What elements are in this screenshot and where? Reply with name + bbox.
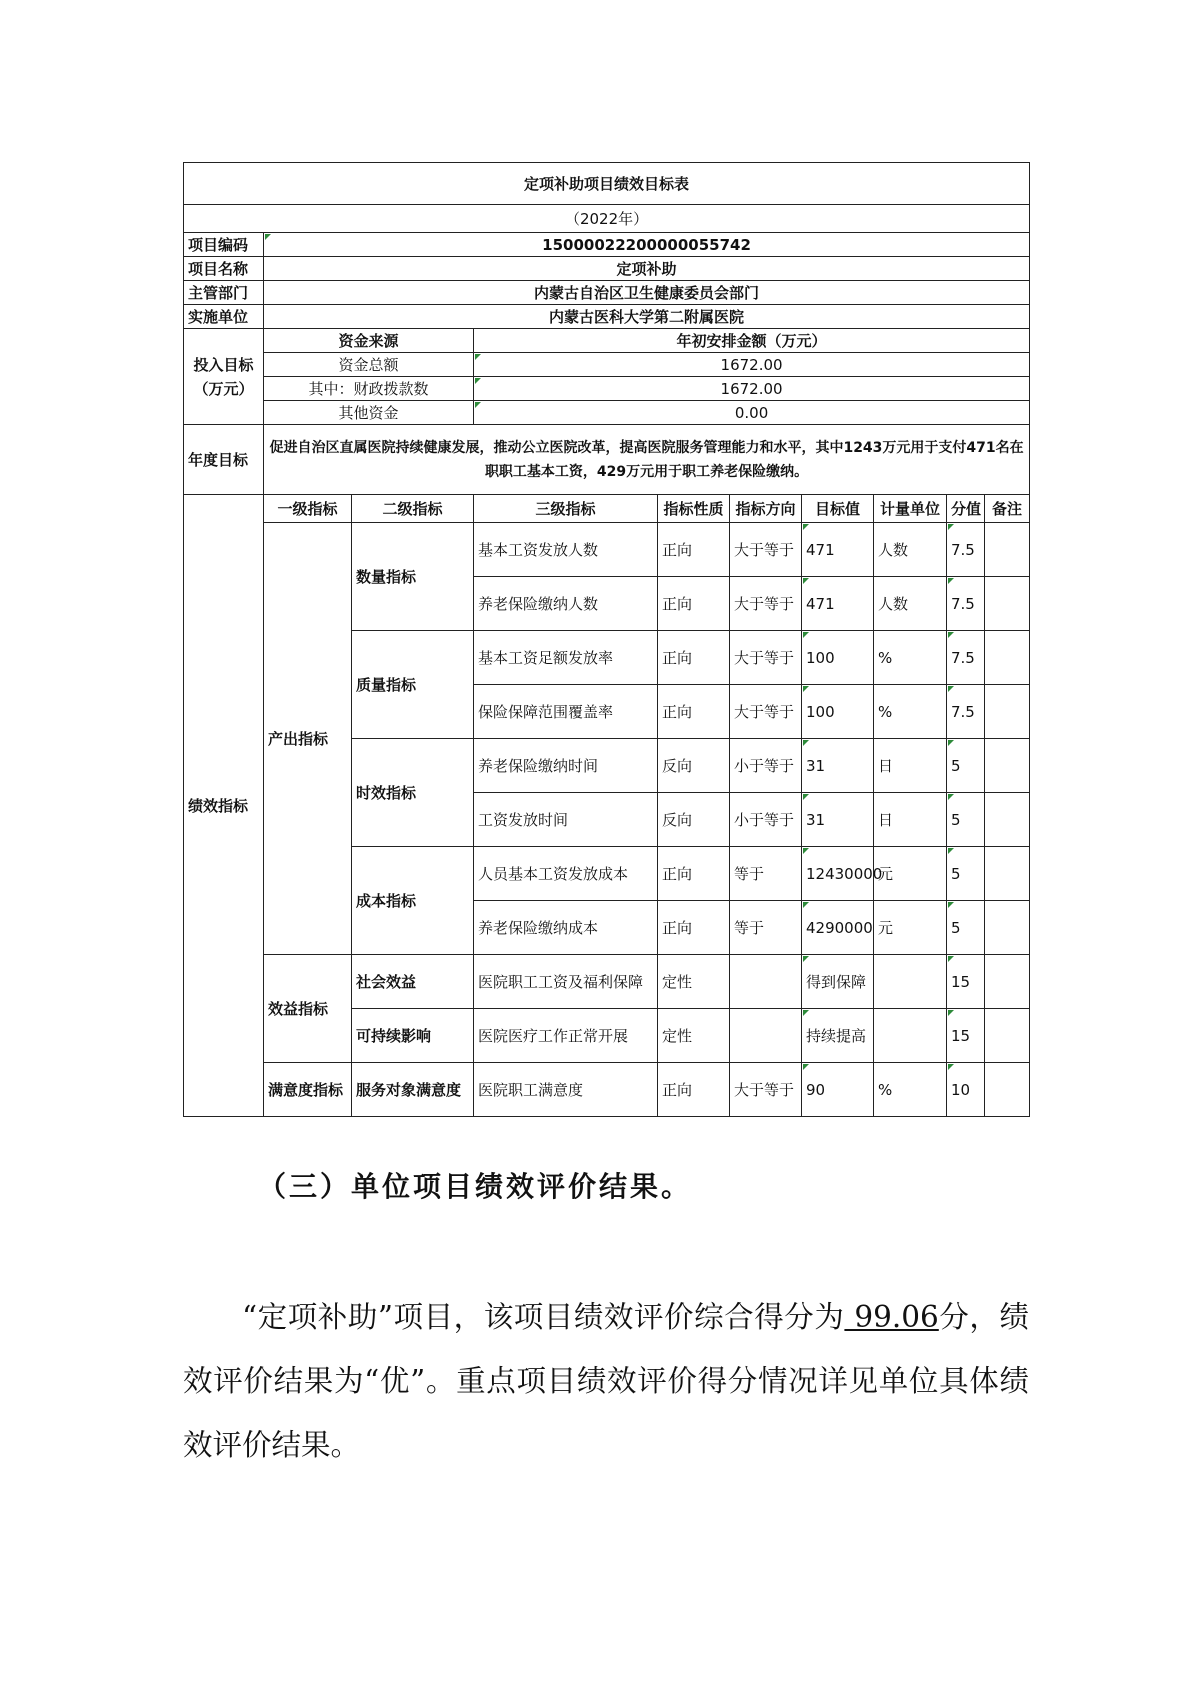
score-cell: 5 [947,901,985,955]
unit-cell: 人数 [874,577,947,631]
nature-cell: 反向 [658,793,730,847]
fund-source-header: 资金来源 [264,329,474,353]
target-cell: 90 [802,1063,874,1117]
table-row [184,1063,1030,1117]
score-cell: 15 [947,1009,985,1063]
score-cell: 7.5 [947,631,985,685]
header-unit: 计量单位 [874,495,947,523]
direction-cell [730,955,802,1009]
para-part1: “定项补助”项目，该项目绩效评价综合得分为 [242,1299,845,1334]
target-cell: 持续提高 [802,1009,874,1063]
header-score: 分值 [947,495,985,523]
remark-cell [985,631,1030,685]
remark-cell [985,793,1030,847]
level1-benefit: 效益指标 [264,955,352,1063]
direction-cell: 小于等于 [730,793,802,847]
unit-cell: % [874,685,947,739]
header-level3: 三级指标 [474,495,658,523]
project-name-label: 项目名称 [184,257,264,281]
remark-cell [985,685,1030,739]
score-cell: 15 [947,955,985,1009]
header-target: 目标值 [802,495,874,523]
direction-cell [730,1009,802,1063]
project-code-label: 项目编码 [184,233,264,257]
nature-cell: 正向 [658,1063,730,1117]
performance-indicator-label: 绩效指标 [184,495,264,1117]
level2-sustainable: 可持续影响 [352,1009,474,1063]
composite-score: 99.06 [844,1299,939,1334]
header-remark: 备注 [985,495,1030,523]
remark-cell [985,955,1030,1009]
input-target-label: 投入目标（万元） [184,329,264,425]
table-year: （2022年） [184,205,1030,233]
level2-timeliness: 时效指标 [352,739,474,847]
remark-cell [985,901,1030,955]
para-part2: 分，绩效评价结果为“优”。重点项目绩效评价得分情况详见单位具体绩效评价结果。 [183,1299,1029,1462]
indicator-cell: 养老保险缴纳人数 [474,577,658,631]
direction-cell: 小于等于 [730,739,802,793]
remark-cell [985,847,1030,901]
unit-cell: 日 [874,739,947,793]
target-cell: 12430000 [802,847,874,901]
level2-social: 社会效益 [352,955,474,1009]
fiscal-fund-label: 其中：财政拨款数 [264,377,474,401]
score-cell: 7.5 [947,523,985,577]
fund-total-label: 资金总额 [264,353,474,377]
indicator-cell: 基本工资足额发放率 [474,631,658,685]
other-fund-value: 0.00 [474,401,1030,425]
nature-cell: 定性 [658,955,730,1009]
indicator-cell: 养老保险缴纳时间 [474,739,658,793]
project-name-value: 定项补助 [264,257,1030,281]
unit-cell: 日 [874,793,947,847]
table-title: 定项补助项目绩效目标表 [184,163,1030,205]
indicator-cell: 养老保险缴纳成本 [474,901,658,955]
score-cell: 5 [947,847,985,901]
fiscal-fund-value: 1672.00 [474,377,1030,401]
indicator-cell: 工资发放时间 [474,793,658,847]
nature-cell: 正向 [658,577,730,631]
table-row [184,523,1030,577]
direction-cell: 等于 [730,847,802,901]
score-cell: 5 [947,739,985,793]
remark-cell [985,523,1030,577]
remark-cell [985,1009,1030,1063]
table-row [184,955,1030,1009]
header-level2: 二级指标 [352,495,474,523]
performance-target-table [183,162,1030,1117]
evaluation-paragraph [183,1285,1029,1477]
indicator-cell: 医院医疗工作正常开展 [474,1009,658,1063]
implementing-unit-value: 内蒙古医科大学第二附属医院 [264,305,1030,329]
direction-cell: 大于等于 [730,577,802,631]
annual-target-text: 促进自治区直属医院持续健康发展，推动公立医院改革，提高医院服务管理能力和水平，其中1243万元用于支付471名在职职工基本工资，429万元用于职工养老保险缴纳。 [264,425,1030,495]
unit-cell: % [874,631,947,685]
level2-service: 服务对象满意度 [352,1063,474,1117]
indicator-cell: 医院职工工资及福利保障 [474,955,658,1009]
level2-cost: 成本指标 [352,847,474,955]
direction-cell: 等于 [730,901,802,955]
level1-output: 产出指标 [264,523,352,955]
direction-cell: 大于等于 [730,631,802,685]
remark-cell [985,577,1030,631]
target-cell: 31 [802,739,874,793]
fund-total-value: 1672.00 [474,353,1030,377]
annual-target-label: 年度目标 [184,425,264,495]
score-cell: 7.5 [947,577,985,631]
department-label: 主管部门 [184,281,264,305]
header-level1: 一级指标 [264,495,352,523]
unit-cell: % [874,1063,947,1117]
target-cell: 471 [802,523,874,577]
implementing-unit-label: 实施单位 [184,305,264,329]
indicator-cell: 医院职工满意度 [474,1063,658,1117]
unit-cell: 人数 [874,523,947,577]
department-value: 内蒙古自治区卫生健康委员会部门 [264,281,1030,305]
target-cell: 100 [802,685,874,739]
remark-cell [985,1063,1030,1117]
level1-satisfaction: 满意度指标 [264,1063,352,1117]
nature-cell: 正向 [658,685,730,739]
score-cell: 5 [947,793,985,847]
unit-cell [874,955,947,1009]
nature-cell: 正向 [658,901,730,955]
target-cell: 31 [802,793,874,847]
level2-quality: 质量指标 [352,631,474,739]
score-cell: 7.5 [947,685,985,739]
unit-cell: 元 [874,847,947,901]
nature-cell: 反向 [658,739,730,793]
nature-cell: 定性 [658,1009,730,1063]
amount-header: 年初安排金额（万元） [474,329,1030,353]
target-cell: 471 [802,577,874,631]
nature-cell: 正向 [658,631,730,685]
header-direction: 指标方向 [730,495,802,523]
other-fund-label: 其他资金 [264,401,474,425]
score-cell: 10 [947,1063,985,1117]
nature-cell: 正向 [658,523,730,577]
remark-cell [985,739,1030,793]
target-cell: 得到保障 [802,955,874,1009]
direction-cell: 大于等于 [730,1063,802,1117]
level2-quantity: 数量指标 [352,523,474,631]
project-code-value: 15000022200000055742 [264,233,1030,257]
indicator-cell: 保险保障范围覆盖率 [474,685,658,739]
indicator-cell: 人员基本工资发放成本 [474,847,658,901]
direction-cell: 大于等于 [730,685,802,739]
indicator-cell: 基本工资发放人数 [474,523,658,577]
header-nature: 指标性质 [658,495,730,523]
unit-cell: 元 [874,901,947,955]
direction-cell: 大于等于 [730,523,802,577]
nature-cell: 正向 [658,847,730,901]
target-cell: 4290000 [802,901,874,955]
section-heading: （三）单位项目绩效评价结果。 [258,1170,693,1203]
unit-cell [874,1009,947,1063]
target-cell: 100 [802,631,874,685]
